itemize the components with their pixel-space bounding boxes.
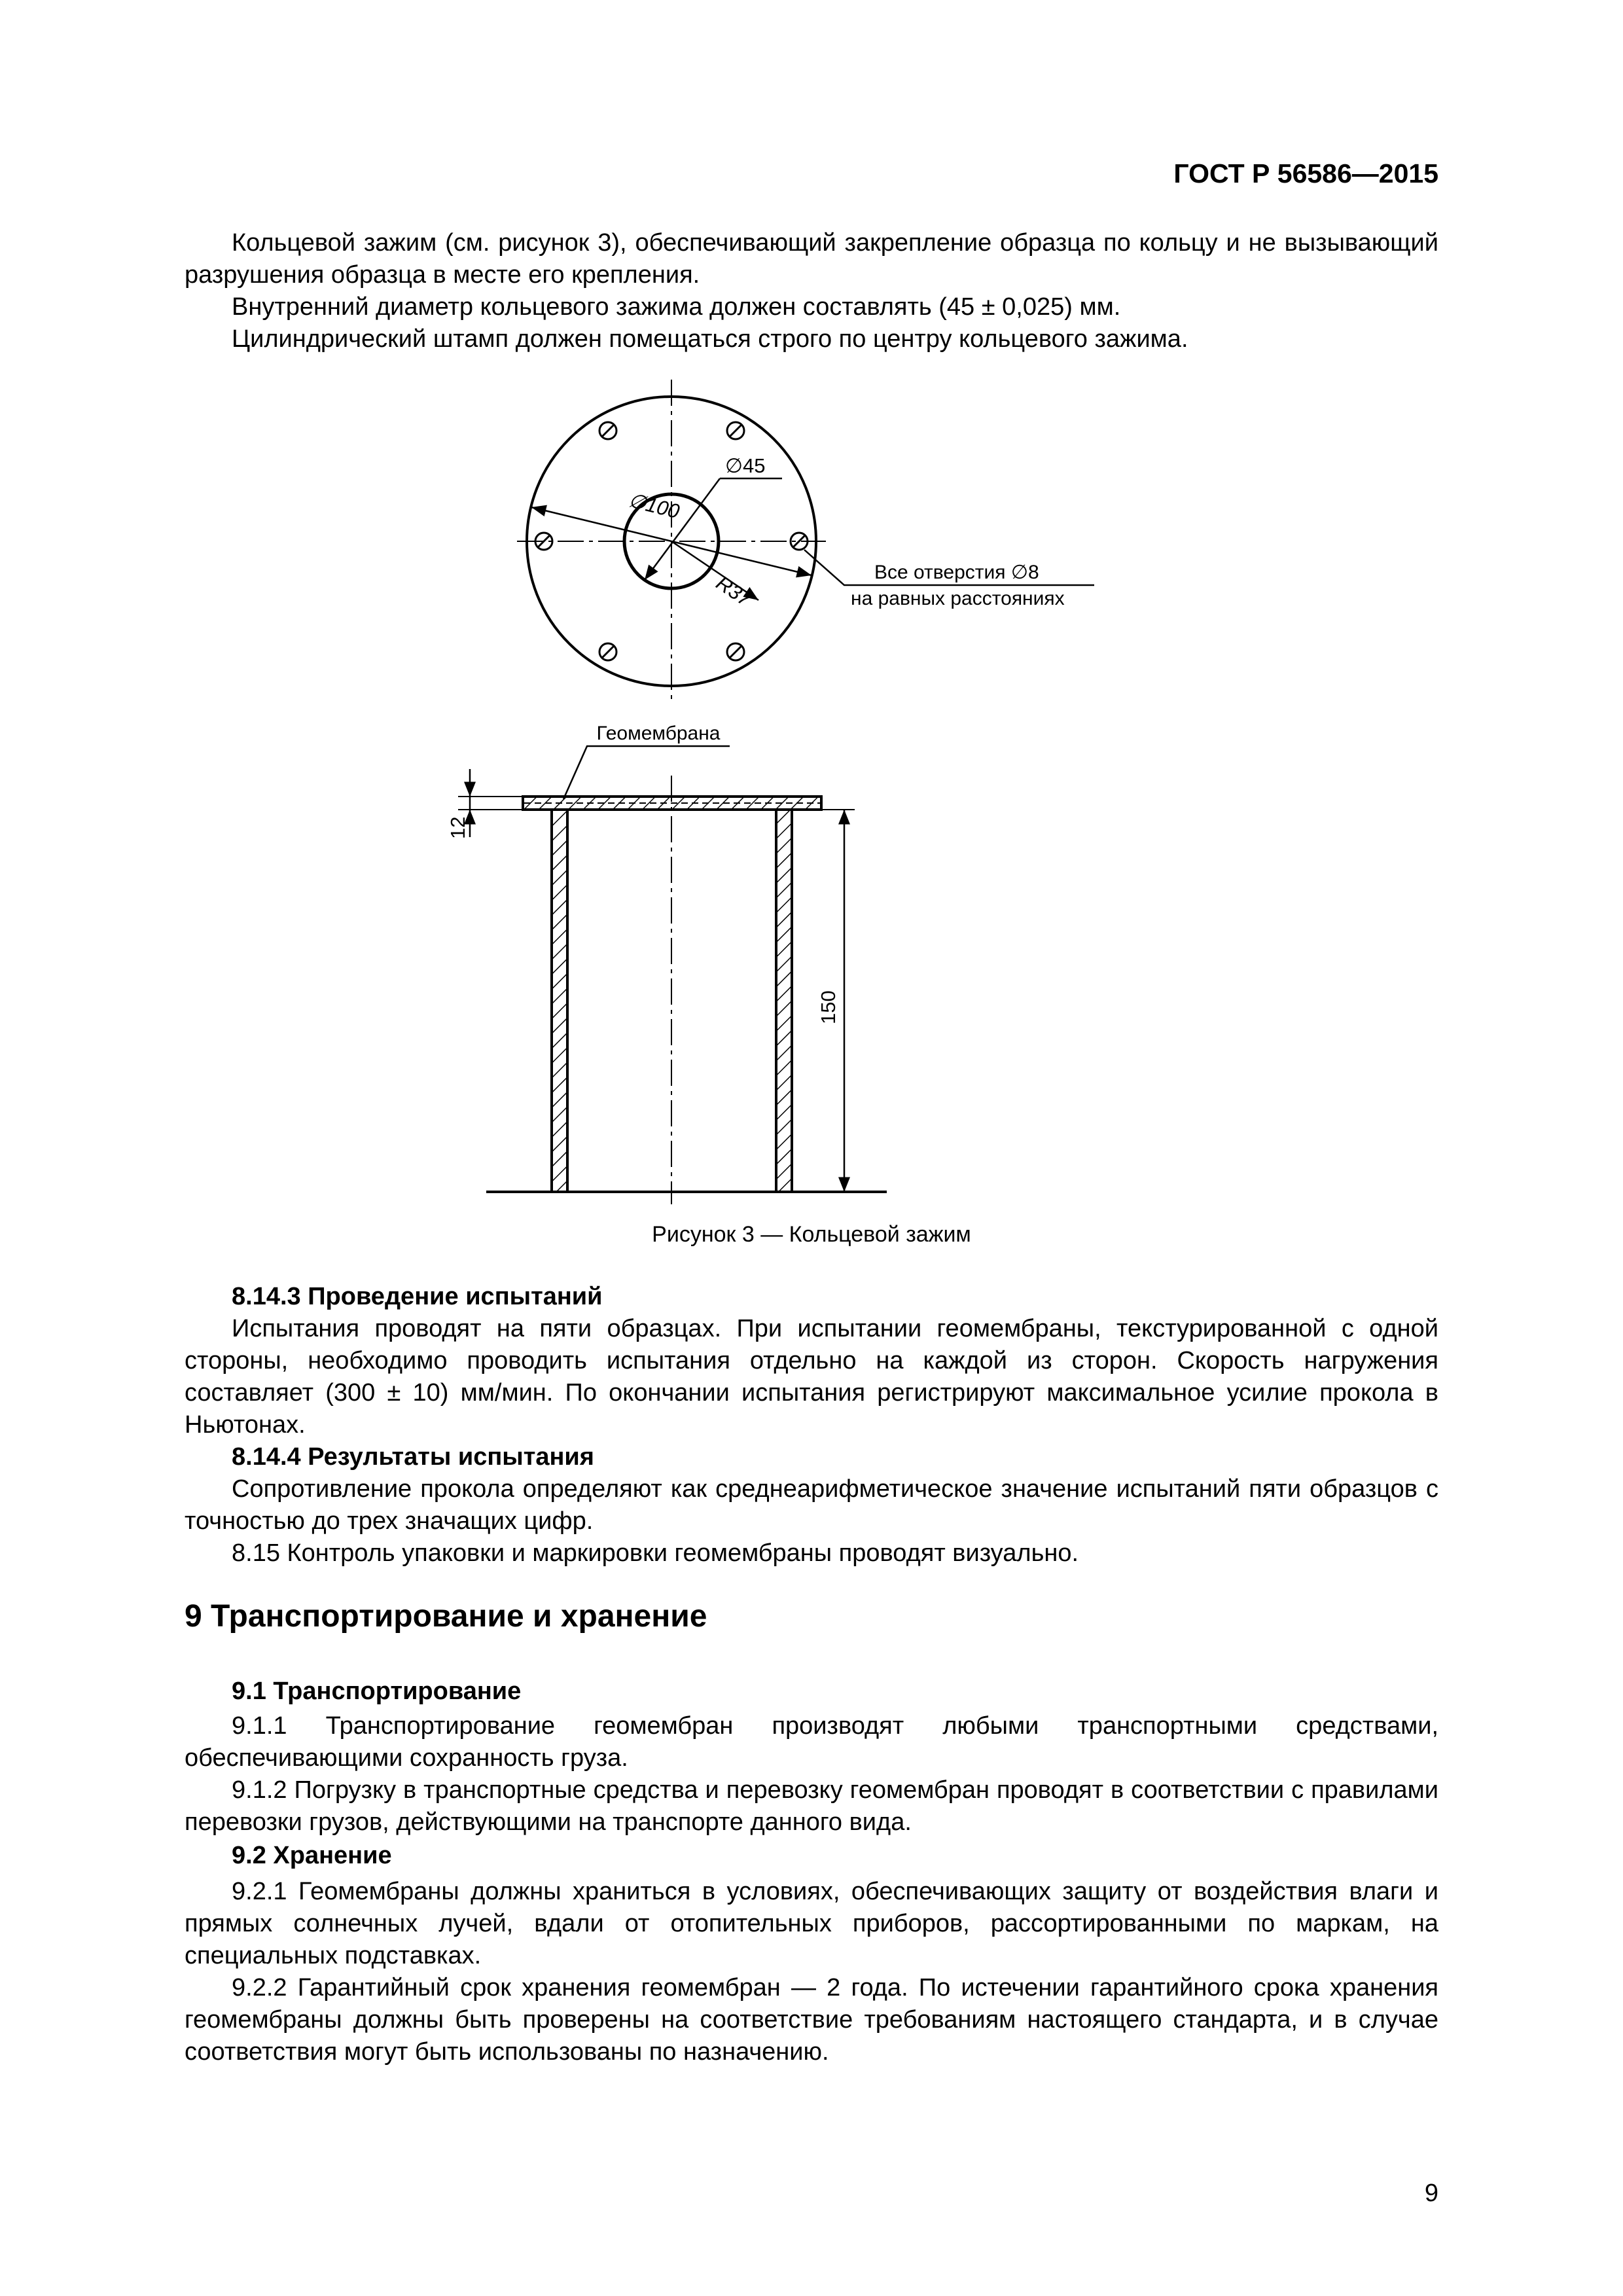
heading-8-14-3: 8.14.3 Проведение испытаний — [232, 1283, 603, 1310]
heading-9-2: 9.2 Хранение — [232, 1842, 392, 1869]
diameter-45-dimension-line — [645, 478, 720, 580]
intro-paragraph-2: Внутренний диаметр кольцевого зажима должен составлять (45 ± 0,025) мм. — [232, 293, 1121, 321]
intro-paragraph-1: Кольцевой зажим (см. рисунок 3), обеспечивающий закрепление образца по кольцу и не вызывающий разрушения образца в месте его крепления. — [185, 229, 1438, 289]
holes-note-line-2: на равных расстояниях — [851, 588, 1065, 609]
dim-150-label: 150 — [817, 990, 840, 1024]
diameter-45-label: ∅45 — [725, 454, 766, 477]
paragraph-9-2-2: 9.2.2 Гарантийный срок хранения геомембран — 2 года. По истечении гарантийного срока хранения геомембраны должны быть проверены на соответствие требованиям настоящего стандарта, и в случае соответствия могут быть использованы по назначению. — [185, 1974, 1438, 2066]
document-number: ГОСТ Р 56586—2015 — [1173, 158, 1438, 188]
diameter-100-label: ∅100 — [626, 488, 682, 524]
paragraph-9-1-2: 9.1.2 Погрузку в транспортные средства и перевозку геомембран проводят в соответствии с правилами перевозки грузов, действующими на транспорте данного вида. — [185, 1776, 1438, 1836]
bolt-hole — [727, 643, 744, 660]
paragraph-8-15: 8.15 Контроль упаковки и маркировки геомембраны проводят визуально. — [232, 1539, 1079, 1567]
heading-8-14-4: 8.14.4 Результаты испытания — [232, 1443, 594, 1471]
paragraph-8-14-4: Сопротивление прокола определяют как среднеарифметическое значение испытаний пяти образцов с точностью до трех значащих цифр. — [185, 1475, 1438, 1535]
figure-caption: Рисунок 3 — Кольцевой зажим — [652, 1222, 971, 1247]
ring-clamp-section-view — [446, 723, 887, 1204]
bolt-hole — [599, 422, 616, 439]
bolt-hole — [599, 643, 616, 660]
page-number: 9 — [1424, 2179, 1438, 2207]
paragraph-8-14-3: Испытания проводят на пяти образцах. При испытании геомембраны, текстурированной с одной стороны, необходимо проводить испытания отдельно на каждой из сторон. Скорость нагружения составляет (300 ± 10) мм/мин. По окончании испытания регистрируют максимальное усилие прокола в Ньютонах. — [185, 1315, 1438, 1439]
paragraph-9-1-1: 9.1.1 Транспортирование геомембран производят любыми транспортными средствами, обеспечивающими сохранность груза. — [185, 1712, 1438, 1772]
radius-37-label: R37 — [712, 571, 756, 611]
geomembrane-label: Геомембрана — [596, 723, 721, 744]
heading-9-1: 9.1 Транспортирование — [232, 1677, 522, 1705]
geomembrane-leader — [563, 746, 730, 799]
ring-clamp-plan-view — [517, 380, 1094, 704]
cylinder-wall-right — [776, 810, 792, 1192]
section-9-heading: 9 Транспортирование и хранение — [185, 1599, 707, 1634]
paragraph-9-2-1: 9.2.1 Геомембраны должны храниться в условиях, обеспечивающих защиту от воздействия влаги и прямых солнечных лучей, вдали от отопительных приборов, рассортированными по маркам, на специальных подставках. — [185, 1878, 1438, 1969]
dim-12-label: 12 — [446, 816, 469, 839]
bolt-hole — [727, 422, 744, 439]
holes-note-line-1: Все отверстия ∅8 — [874, 562, 1039, 583]
cylinder-wall-left — [552, 810, 567, 1192]
intro-paragraph-3: Цилиндрический штамп должен помещаться строго по центру кольцевого зажима. — [232, 325, 1188, 353]
